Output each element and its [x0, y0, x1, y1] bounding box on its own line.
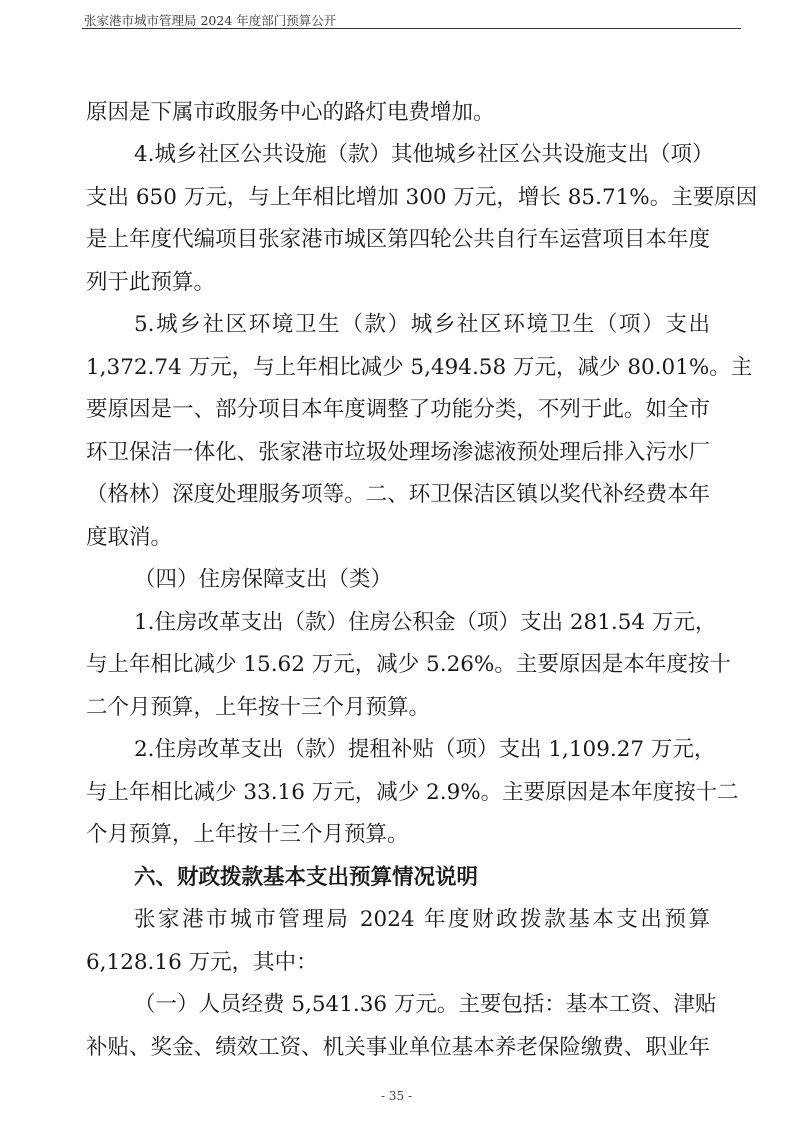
- body-line: 补贴、奖金、绩效工资、机关事业单位基本养老保险缴费、职业年: [86, 1035, 710, 1060]
- body-line: 1,372.74 万元，与上年相比减少 5,494.58 万元，减少 80.01%。主: [86, 355, 753, 380]
- body-line: 度取消。: [86, 525, 173, 550]
- header-divider: [82, 28, 741, 29]
- body-line: 6,128.16 万元，其中：: [86, 950, 318, 975]
- body-line: 个月预算，上年按十三个月预算。: [86, 822, 409, 847]
- subsection-heading: （四）住房保障支出（类）: [134, 567, 393, 592]
- body-line: 原因是下属市政服务中心的路灯电费增加。: [86, 100, 495, 125]
- body-line: 5.城乡社区环境卫生（款）城乡社区环境卫生（项）支出: [134, 312, 710, 337]
- body-line: 是上年度代编项目张家港市城区第四轮公共自行车运营项目本年度: [86, 227, 710, 252]
- body-line: 二个月预算，上年按十三个月预算。: [86, 695, 431, 720]
- running-header: 张家港市城市管理局 2024 年度部门预算公开: [84, 13, 337, 28]
- body-line: 4.城乡社区公共设施（款）其他城乡社区公共设施支出（项）: [134, 142, 714, 167]
- body-line: 与上年相比减少 15.62 万元，减少 5.26%。主要原因是本年度按十: [86, 652, 731, 677]
- section-heading: 六、财政拨款基本支出预算情况说明: [134, 865, 479, 890]
- body-line: 列于此预算。: [86, 270, 216, 295]
- body-line: 支出 650 万元，与上年相比增加 300 万元，增长 85.71%。主要原因: [86, 185, 758, 210]
- body-line: 要原因是一、部分项目本年度调整了功能分类，不列于此。如全市: [86, 397, 710, 422]
- body-line: （格林）深度处理服务项等。二、环卫保洁区镇以奖代补经费本年: [86, 482, 710, 507]
- page-number: - 35 -: [380, 1089, 412, 1103]
- body-line: 环卫保洁一体化、张家港市垃圾处理场渗滤液预处理后排入污水厂: [86, 440, 710, 465]
- body-line: 张家港市城市管理局 2024 年度财政拨款基本支出预算: [134, 907, 710, 932]
- body-line: 2.住房改革支出（款）提租补贴（项）支出 1,109.27 万元，: [134, 737, 716, 762]
- body-line: 与上年相比减少 33.16 万元，减少 2.9%。主要原因是本年度按十二: [86, 780, 739, 805]
- body-line: （一）人员经费 5,541.36 万元。主要包括：基本工资、津贴: [134, 992, 717, 1017]
- body-line: 1.住房改革支出（款）住房公积金（项）支出 281.54 万元，: [134, 610, 717, 635]
